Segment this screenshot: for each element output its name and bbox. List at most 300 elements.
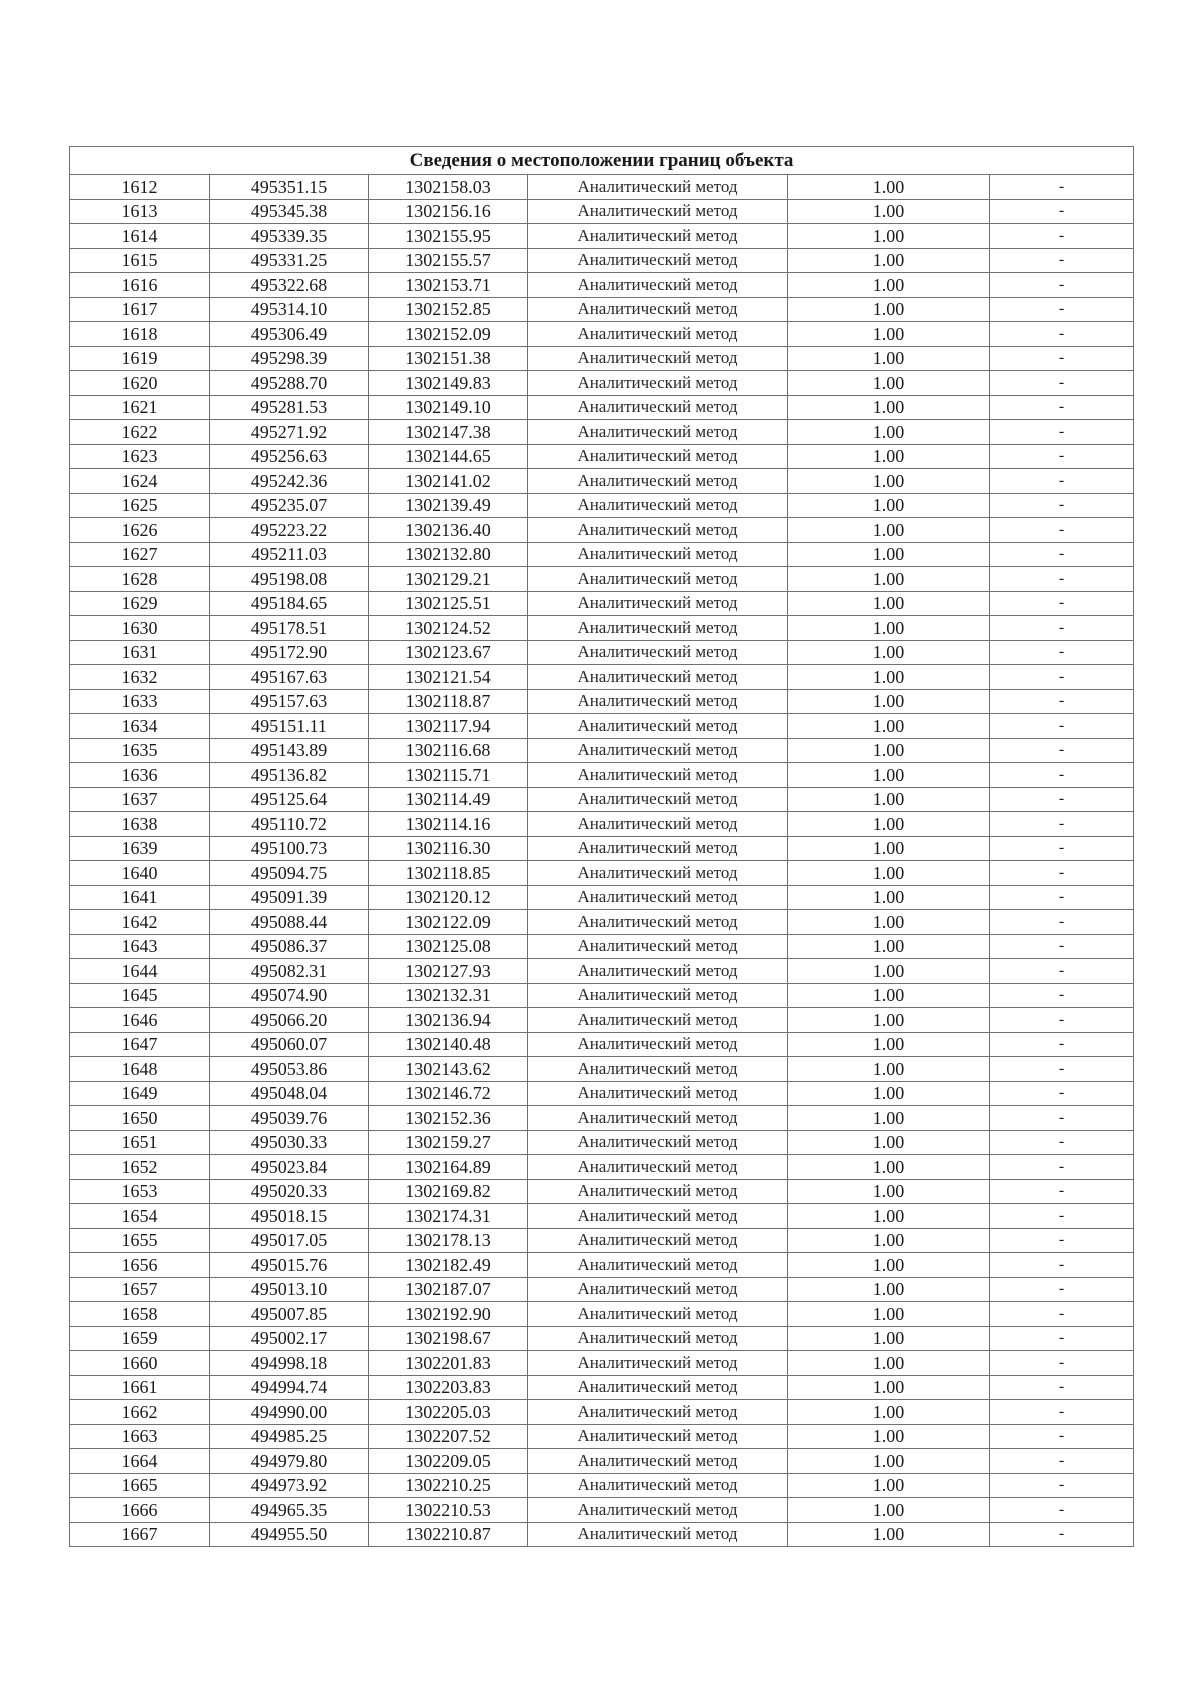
accuracy-cell: 1.00 (788, 1155, 990, 1180)
table-row (70, 1473, 1134, 1498)
point-number-cell: 1635 (70, 738, 210, 763)
y-coordinate-cell: 1302152.36 (369, 1106, 528, 1131)
table-row (70, 248, 1134, 273)
note-cell: - (990, 248, 1134, 273)
point-number-cell: 1655 (70, 1228, 210, 1253)
x-coordinate-cell: 495151.11 (210, 714, 369, 739)
accuracy-cell: 1.00 (788, 738, 990, 763)
y-coordinate-cell: 1302118.85 (369, 861, 528, 886)
note-cell: - (990, 1302, 1134, 1327)
y-coordinate-cell: 1302164.89 (369, 1155, 528, 1180)
accuracy-cell: 1.00 (788, 959, 990, 984)
method-cell: Аналитический метод (528, 1008, 788, 1033)
table-row (70, 787, 1134, 812)
note-cell: - (990, 836, 1134, 861)
note-cell: - (990, 738, 1134, 763)
point-number-cell: 1666 (70, 1498, 210, 1523)
table-row (70, 836, 1134, 861)
note-cell: - (990, 1155, 1134, 1180)
table-row (70, 444, 1134, 469)
accuracy-cell: 1.00 (788, 1057, 990, 1082)
y-coordinate-cell: 1302149.83 (369, 371, 528, 396)
x-coordinate-cell: 495018.15 (210, 1204, 369, 1229)
point-number-cell: 1645 (70, 983, 210, 1008)
accuracy-cell: 1.00 (788, 1522, 990, 1547)
note-cell: - (990, 1400, 1134, 1425)
method-cell: Аналитический метод (528, 1253, 788, 1278)
y-coordinate-cell: 1302116.68 (369, 738, 528, 763)
point-number-cell: 1629 (70, 591, 210, 616)
y-coordinate-cell: 1302174.31 (369, 1204, 528, 1229)
accuracy-cell: 1.00 (788, 1204, 990, 1229)
y-coordinate-cell: 1302118.87 (369, 689, 528, 714)
accuracy-cell: 1.00 (788, 469, 990, 494)
y-coordinate-cell: 1302146.72 (369, 1081, 528, 1106)
point-number-cell: 1624 (70, 469, 210, 494)
method-cell: Аналитический метод (528, 469, 788, 494)
x-coordinate-cell: 495281.53 (210, 395, 369, 420)
table-row (70, 1498, 1134, 1523)
table-row (70, 1351, 1134, 1376)
accuracy-cell: 1.00 (788, 1473, 990, 1498)
y-coordinate-cell: 1302114.16 (369, 812, 528, 837)
accuracy-cell: 1.00 (788, 763, 990, 788)
note-cell: - (990, 665, 1134, 690)
x-coordinate-cell: 494990.00 (210, 1400, 369, 1425)
table-row (70, 983, 1134, 1008)
point-number-cell: 1613 (70, 199, 210, 224)
table-row (70, 493, 1134, 518)
x-coordinate-cell: 495143.89 (210, 738, 369, 763)
x-coordinate-cell: 495298.39 (210, 346, 369, 371)
x-coordinate-cell: 495039.76 (210, 1106, 369, 1131)
accuracy-cell: 1.00 (788, 885, 990, 910)
method-cell: Аналитический метод (528, 983, 788, 1008)
accuracy-cell: 1.00 (788, 1032, 990, 1057)
y-coordinate-cell: 1302158.03 (369, 175, 528, 200)
method-cell: Аналитический метод (528, 714, 788, 739)
y-coordinate-cell: 1302210.25 (369, 1473, 528, 1498)
point-number-cell: 1648 (70, 1057, 210, 1082)
table-row (70, 175, 1134, 200)
table-row (70, 1277, 1134, 1302)
point-number-cell: 1621 (70, 395, 210, 420)
point-number-cell: 1654 (70, 1204, 210, 1229)
accuracy-cell: 1.00 (788, 591, 990, 616)
y-coordinate-cell: 1302125.51 (369, 591, 528, 616)
point-number-cell: 1614 (70, 224, 210, 249)
point-number-cell: 1612 (70, 175, 210, 200)
method-cell: Аналитический метод (528, 420, 788, 445)
y-coordinate-cell: 1302152.09 (369, 322, 528, 347)
x-coordinate-cell: 495091.39 (210, 885, 369, 910)
method-cell: Аналитический метод (528, 1375, 788, 1400)
table-row (70, 1326, 1134, 1351)
table-row (70, 591, 1134, 616)
y-coordinate-cell: 1302141.02 (369, 469, 528, 494)
note-cell: - (990, 763, 1134, 788)
note-cell: - (990, 1326, 1134, 1351)
note-cell: - (990, 346, 1134, 371)
method-cell: Аналитический метод (528, 836, 788, 861)
x-coordinate-cell: 495020.33 (210, 1179, 369, 1204)
accuracy-cell: 1.00 (788, 444, 990, 469)
point-number-cell: 1634 (70, 714, 210, 739)
method-cell: Аналитический метод (528, 665, 788, 690)
table-row (70, 1522, 1134, 1547)
table-row (70, 371, 1134, 396)
x-coordinate-cell: 495125.64 (210, 787, 369, 812)
note-cell: - (990, 910, 1134, 935)
table-row (70, 1204, 1134, 1229)
point-number-cell: 1633 (70, 689, 210, 714)
accuracy-cell: 1.00 (788, 1351, 990, 1376)
accuracy-cell: 1.00 (788, 1081, 990, 1106)
y-coordinate-cell: 1302127.93 (369, 959, 528, 984)
x-coordinate-cell: 495053.86 (210, 1057, 369, 1082)
note-cell: - (990, 983, 1134, 1008)
y-coordinate-cell: 1302182.49 (369, 1253, 528, 1278)
accuracy-cell: 1.00 (788, 1375, 990, 1400)
method-cell: Аналитический метод (528, 224, 788, 249)
table-row (70, 273, 1134, 298)
method-cell: Аналитический метод (528, 1522, 788, 1547)
table-row (70, 1032, 1134, 1057)
note-cell: - (990, 1106, 1134, 1131)
y-coordinate-cell: 1302155.57 (369, 248, 528, 273)
point-number-cell: 1622 (70, 420, 210, 445)
note-cell: - (990, 1130, 1134, 1155)
note-cell: - (990, 787, 1134, 812)
y-coordinate-cell: 1302139.49 (369, 493, 528, 518)
method-cell: Аналитический метод (528, 640, 788, 665)
y-coordinate-cell: 1302207.52 (369, 1424, 528, 1449)
x-coordinate-cell: 495017.05 (210, 1228, 369, 1253)
y-coordinate-cell: 1302143.62 (369, 1057, 528, 1082)
y-coordinate-cell: 1302136.40 (369, 518, 528, 543)
accuracy-cell: 1.00 (788, 175, 990, 200)
note-cell: - (990, 297, 1134, 322)
table-row (70, 518, 1134, 543)
x-coordinate-cell: 494994.74 (210, 1375, 369, 1400)
method-cell: Аналитический метод (528, 1032, 788, 1057)
table-row (70, 1057, 1134, 1082)
table-row (70, 959, 1134, 984)
method-cell: Аналитический метод (528, 689, 788, 714)
method-cell: Аналитический метод (528, 248, 788, 273)
accuracy-cell: 1.00 (788, 224, 990, 249)
note-cell: - (990, 714, 1134, 739)
y-coordinate-cell: 1302210.53 (369, 1498, 528, 1523)
accuracy-cell: 1.00 (788, 983, 990, 1008)
point-number-cell: 1661 (70, 1375, 210, 1400)
method-cell: Аналитический метод (528, 297, 788, 322)
table-row (70, 714, 1134, 739)
note-cell: - (990, 175, 1134, 200)
note-cell: - (990, 861, 1134, 886)
point-number-cell: 1637 (70, 787, 210, 812)
x-coordinate-cell: 495345.38 (210, 199, 369, 224)
point-number-cell: 1643 (70, 934, 210, 959)
y-coordinate-cell: 1302198.67 (369, 1326, 528, 1351)
accuracy-cell: 1.00 (788, 1498, 990, 1523)
method-cell: Аналитический метод (528, 1400, 788, 1425)
table-title-row (70, 147, 1134, 175)
y-coordinate-cell: 1302125.08 (369, 934, 528, 959)
method-cell: Аналитический метод (528, 812, 788, 837)
point-number-cell: 1659 (70, 1326, 210, 1351)
accuracy-cell: 1.00 (788, 493, 990, 518)
y-coordinate-cell: 1302187.07 (369, 1277, 528, 1302)
note-cell: - (990, 444, 1134, 469)
point-number-cell: 1627 (70, 542, 210, 567)
x-coordinate-cell: 495351.15 (210, 175, 369, 200)
accuracy-cell: 1.00 (788, 420, 990, 445)
table-row (70, 1130, 1134, 1155)
x-coordinate-cell: 494955.50 (210, 1522, 369, 1547)
method-cell: Аналитический метод (528, 199, 788, 224)
table-row (70, 567, 1134, 592)
note-cell: - (990, 322, 1134, 347)
accuracy-cell: 1.00 (788, 542, 990, 567)
point-number-cell: 1642 (70, 910, 210, 935)
y-coordinate-cell: 1302201.83 (369, 1351, 528, 1376)
table-row (70, 346, 1134, 371)
note-cell: - (990, 1351, 1134, 1376)
table-row (70, 1106, 1134, 1131)
accuracy-cell: 1.00 (788, 640, 990, 665)
y-coordinate-cell: 1302147.38 (369, 420, 528, 445)
point-number-cell: 1628 (70, 567, 210, 592)
table-row (70, 1179, 1134, 1204)
point-number-cell: 1650 (70, 1106, 210, 1131)
note-cell: - (990, 395, 1134, 420)
method-cell: Аналитический метод (528, 1179, 788, 1204)
table-row (70, 297, 1134, 322)
method-cell: Аналитический метод (528, 885, 788, 910)
note-cell: - (990, 1179, 1134, 1204)
point-number-cell: 1649 (70, 1081, 210, 1106)
note-cell: - (990, 493, 1134, 518)
boundary-coordinates-table (69, 146, 1134, 1547)
x-coordinate-cell: 495013.10 (210, 1277, 369, 1302)
note-cell: - (990, 371, 1134, 396)
note-cell: - (990, 224, 1134, 249)
y-coordinate-cell: 1302178.13 (369, 1228, 528, 1253)
x-coordinate-cell: 495235.07 (210, 493, 369, 518)
y-coordinate-cell: 1302124.52 (369, 616, 528, 641)
method-cell: Аналитический метод (528, 1204, 788, 1229)
point-number-cell: 1625 (70, 493, 210, 518)
table-row (70, 910, 1134, 935)
table-row (70, 812, 1134, 837)
note-cell: - (990, 273, 1134, 298)
table-row (70, 689, 1134, 714)
x-coordinate-cell: 495094.75 (210, 861, 369, 886)
table-row (70, 1081, 1134, 1106)
table-row (70, 1449, 1134, 1474)
point-number-cell: 1631 (70, 640, 210, 665)
note-cell: - (990, 689, 1134, 714)
y-coordinate-cell: 1302129.21 (369, 567, 528, 592)
table-row (70, 885, 1134, 910)
table-row (70, 199, 1134, 224)
accuracy-cell: 1.00 (788, 518, 990, 543)
y-coordinate-cell: 1302159.27 (369, 1130, 528, 1155)
accuracy-cell: 1.00 (788, 1302, 990, 1327)
x-coordinate-cell: 495110.72 (210, 812, 369, 837)
x-coordinate-cell: 494973.92 (210, 1473, 369, 1498)
method-cell: Аналитический метод (528, 1326, 788, 1351)
accuracy-cell: 1.00 (788, 861, 990, 886)
y-coordinate-cell: 1302117.94 (369, 714, 528, 739)
x-coordinate-cell: 495015.76 (210, 1253, 369, 1278)
x-coordinate-cell: 495082.31 (210, 959, 369, 984)
note-cell: - (990, 469, 1134, 494)
table-row (70, 1424, 1134, 1449)
accuracy-cell: 1.00 (788, 836, 990, 861)
table-title: Сведения о местоположении границ объекта (70, 147, 1134, 175)
y-coordinate-cell: 1302114.49 (369, 787, 528, 812)
note-cell: - (990, 1375, 1134, 1400)
point-number-cell: 1617 (70, 297, 210, 322)
x-coordinate-cell: 495048.04 (210, 1081, 369, 1106)
method-cell: Аналитический метод (528, 273, 788, 298)
method-cell: Аналитический метод (528, 787, 788, 812)
point-number-cell: 1616 (70, 273, 210, 298)
accuracy-cell: 1.00 (788, 1228, 990, 1253)
point-number-cell: 1653 (70, 1179, 210, 1204)
x-coordinate-cell: 495086.37 (210, 934, 369, 959)
note-cell: - (990, 616, 1134, 641)
point-number-cell: 1618 (70, 322, 210, 347)
point-number-cell: 1615 (70, 248, 210, 273)
table-row (70, 1008, 1134, 1033)
y-coordinate-cell: 1302121.54 (369, 665, 528, 690)
table-row (70, 469, 1134, 494)
point-number-cell: 1641 (70, 885, 210, 910)
x-coordinate-cell: 495074.90 (210, 983, 369, 1008)
note-cell: - (990, 1228, 1134, 1253)
method-cell: Аналитический метод (528, 371, 788, 396)
y-coordinate-cell: 1302192.90 (369, 1302, 528, 1327)
point-number-cell: 1623 (70, 444, 210, 469)
table-row (70, 1302, 1134, 1327)
x-coordinate-cell: 495100.73 (210, 836, 369, 861)
table-row (70, 1228, 1134, 1253)
x-coordinate-cell: 494965.35 (210, 1498, 369, 1523)
method-cell: Аналитический метод (528, 591, 788, 616)
accuracy-cell: 1.00 (788, 322, 990, 347)
accuracy-cell: 1.00 (788, 567, 990, 592)
method-cell: Аналитический метод (528, 346, 788, 371)
y-coordinate-cell: 1302155.95 (369, 224, 528, 249)
point-number-cell: 1664 (70, 1449, 210, 1474)
table-row (70, 616, 1134, 641)
method-cell: Аналитический метод (528, 444, 788, 469)
method-cell: Аналитический метод (528, 493, 788, 518)
point-number-cell: 1632 (70, 665, 210, 690)
point-number-cell: 1651 (70, 1130, 210, 1155)
table-row (70, 395, 1134, 420)
accuracy-cell: 1.00 (788, 1130, 990, 1155)
method-cell: Аналитический метод (528, 322, 788, 347)
note-cell: - (990, 1204, 1134, 1229)
method-cell: Аналитический метод (528, 1277, 788, 1302)
x-coordinate-cell: 494998.18 (210, 1351, 369, 1376)
x-coordinate-cell: 495172.90 (210, 640, 369, 665)
accuracy-cell: 1.00 (788, 248, 990, 273)
table-row (70, 542, 1134, 567)
method-cell: Аналитический метод (528, 1228, 788, 1253)
point-number-cell: 1658 (70, 1302, 210, 1327)
accuracy-cell: 1.00 (788, 1253, 990, 1278)
method-cell: Аналитический метод (528, 1449, 788, 1474)
y-coordinate-cell: 1302156.16 (369, 199, 528, 224)
y-coordinate-cell: 1302136.94 (369, 1008, 528, 1033)
point-number-cell: 1667 (70, 1522, 210, 1547)
note-cell: - (990, 567, 1134, 592)
accuracy-cell: 1.00 (788, 934, 990, 959)
point-number-cell: 1620 (70, 371, 210, 396)
method-cell: Аналитический метод (528, 1424, 788, 1449)
x-coordinate-cell: 495136.82 (210, 763, 369, 788)
note-cell: - (990, 885, 1134, 910)
note-cell: - (990, 1081, 1134, 1106)
note-cell: - (990, 1522, 1134, 1547)
y-coordinate-cell: 1302151.38 (369, 346, 528, 371)
point-number-cell: 1644 (70, 959, 210, 984)
y-coordinate-cell: 1302122.09 (369, 910, 528, 935)
x-coordinate-cell: 495306.49 (210, 322, 369, 347)
accuracy-cell: 1.00 (788, 1277, 990, 1302)
note-cell: - (990, 1473, 1134, 1498)
y-coordinate-cell: 1302153.71 (369, 273, 528, 298)
x-coordinate-cell: 494979.80 (210, 1449, 369, 1474)
y-coordinate-cell: 1302149.10 (369, 395, 528, 420)
note-cell: - (990, 420, 1134, 445)
note-cell: - (990, 199, 1134, 224)
x-coordinate-cell: 495178.51 (210, 616, 369, 641)
point-number-cell: 1652 (70, 1155, 210, 1180)
point-number-cell: 1646 (70, 1008, 210, 1033)
x-coordinate-cell: 495002.17 (210, 1326, 369, 1351)
method-cell: Аналитический метод (528, 738, 788, 763)
accuracy-cell: 1.00 (788, 297, 990, 322)
y-coordinate-cell: 1302120.12 (369, 885, 528, 910)
point-number-cell: 1656 (70, 1253, 210, 1278)
x-coordinate-cell: 495242.36 (210, 469, 369, 494)
accuracy-cell: 1.00 (788, 812, 990, 837)
point-number-cell: 1665 (70, 1473, 210, 1498)
x-coordinate-cell: 495256.63 (210, 444, 369, 469)
table-row (70, 1253, 1134, 1278)
accuracy-cell: 1.00 (788, 689, 990, 714)
table-row (70, 1155, 1134, 1180)
y-coordinate-cell: 1302116.30 (369, 836, 528, 861)
note-cell: - (990, 812, 1134, 837)
y-coordinate-cell: 1302132.80 (369, 542, 528, 567)
accuracy-cell: 1.00 (788, 1424, 990, 1449)
note-cell: - (990, 1498, 1134, 1523)
table-row (70, 1400, 1134, 1425)
accuracy-cell: 1.00 (788, 273, 990, 298)
table-row (70, 1375, 1134, 1400)
x-coordinate-cell: 495271.92 (210, 420, 369, 445)
method-cell: Аналитический метод (528, 1057, 788, 1082)
table-row (70, 420, 1134, 445)
accuracy-cell: 1.00 (788, 714, 990, 739)
